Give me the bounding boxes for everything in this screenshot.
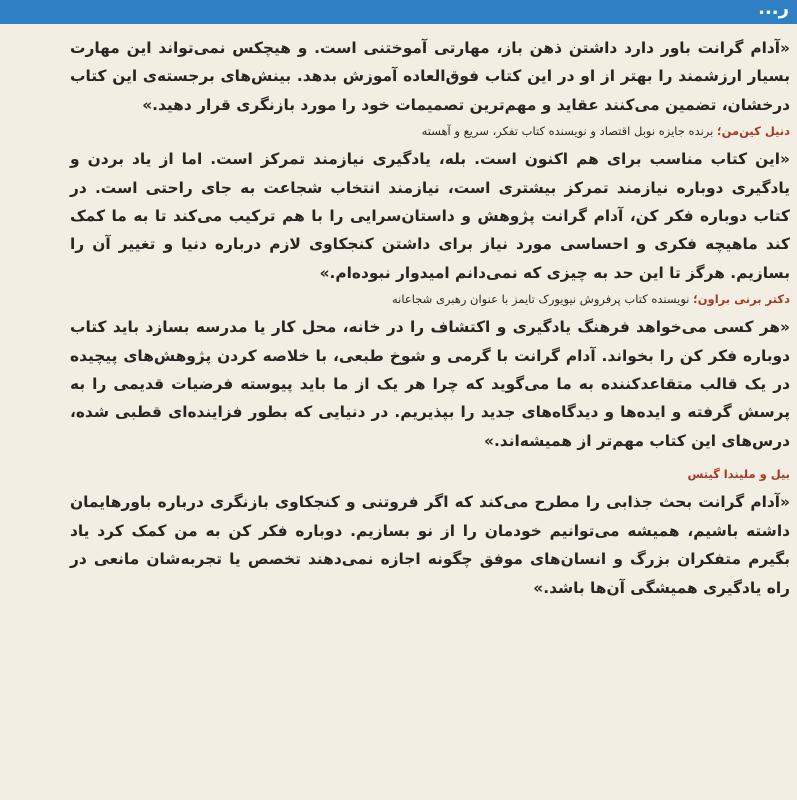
top-color-band (0, 0, 797, 24)
testimonial-attribution-1 (70, 124, 790, 138)
testimonial-quote-1: «آدام گرانت باور دارد داشتن ذهن باز، مهارتی آموختنی است. و هیچکس نمی‌تواند این مهارت بسیار ارزشمند را بهتر از او در این کتاب فوق‌العاده آموزش بدهد. بینش‌های برجسته‌ی این کتاب درخشان، تضمین می‌کنند عقاید و مهم‌ترین تصمیمات خود را مورد بازنگری قرار دهید.» (70, 39, 790, 114)
top-band-text: ...ر (758, 0, 789, 19)
author-name-2: دکتر برنی براون؛ (693, 292, 790, 307)
author-name-1: دنیل کین‌من؛ (717, 124, 790, 139)
author-desc-2: نویسنده کتاب پرفروش نیویورک تایمز با عنوان رهبری شجاعانه (392, 292, 694, 307)
testimonial-quote-3: «هر کسی می‌خواهد فرهنگ یادگیری و اکتشاف را در خانه، محل کار یا مدرسه بسازد باید کتاب دوباره فکر کن را بخواند. آدام گرانت با گرمی و شوخ طبعی، با خلاصه کردن پژوهش‌های پیچیده در یک قالب متقاعدکننده به ما می‌گوید که چرا هر یک از ما باید پیوسته فرضیات قدیمی را به پرسش گرفته و ایده‌ها و دیدگاه‌های جدید را بپذیریم. در دنیایی که بطور فزاینده‌ای قطبی شده، درس‌های این کتاب مهم‌تر از همیشه‌اند.» (70, 318, 790, 450)
testimonial-attribution-2 (70, 292, 790, 306)
author-desc-1: برنده جایزه نوبل اقتصاد و نویسنده کتاب تفکر، سریع و آهسته (421, 124, 718, 139)
back-cover-testimonials (70, 30, 790, 602)
testimonial-quote-2: «این کتاب مناسب برای هم اکنون است. بله، یادگیری نیازمند تمرکز است. اما از یاد بردن و یادگیری دوباره نیازمند تمرکز بیشتری است، نیازمند انتخاب شجاعت به جای راحتی است. در کتاب دوباره فکر کن، آدام گرانت پژوهش و داستان‌سرایی را با هم ترکیب می‌کند تا به ما کمک کند ماهیچه فکری و احساسی مورد نیاز برای داشتن کنجکاوی لازم درباره دنیا و تغییر آن را بسازیم. هرگز تا این حد به چیزی که نمی‌دانم امیدوار نبوده‌ام.» (70, 150, 790, 282)
testimonial-attribution-3 (70, 467, 790, 481)
testimonial-quote-4: «آدام گرانت بحث جذابی را مطرح می‌کند که اگر فروتنی و کنجکاوی بازنگری درباره باورهایمان داشته باشیم، همیشه می‌توانیم خودمان را از نو بسازیم. دوباره فکر کن به من کمک کرد یاد بگیرم متفکران بزرگ و انسان‌های موفق چگونه اجازه نمی‌دهند تخصص یا تجربه‌شان مانعی در راه یادگیری همیشگی آن‌ها باشد.» (70, 493, 790, 597)
author-name-3: بیل و ملیندا گیتس (687, 467, 790, 482)
